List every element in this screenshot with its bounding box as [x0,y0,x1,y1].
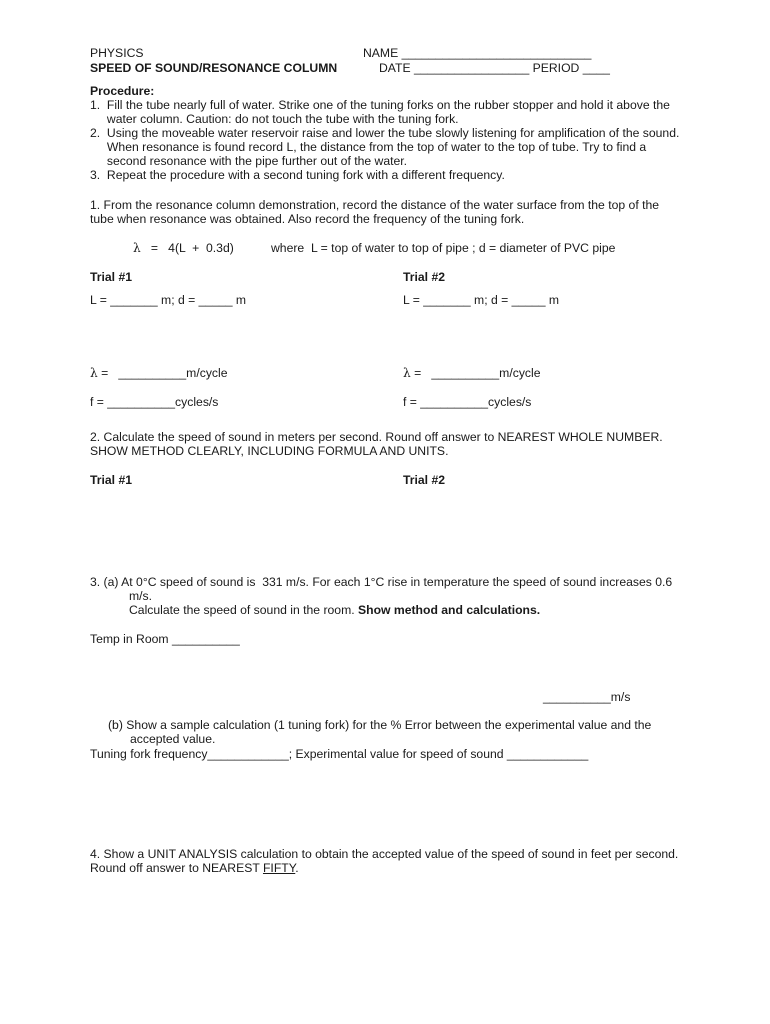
q3a-plain-text: Calculate the speed of sound in the room. [129,603,358,617]
procedure-heading: Procedure: [90,84,155,98]
name-blank: ____________________________ [401,46,592,60]
q1-trial2-label: Trial #2 [403,270,446,284]
q4-underlined-text: FIFTY [262,861,296,875]
procedure-line: When resonance is found record L, the distance from the top of water to the top of tube. Try to find a [90,140,647,154]
q1-trial2-wavelength [403,366,541,381]
procedure-line: second resonance with the pipe further out of the water. [90,154,408,168]
lambda-symbol: λ [90,366,98,380]
name-label: NAME [363,46,399,60]
name-field [363,46,591,61]
q4-plain-text: Round off answer to NEAREST [90,861,263,875]
q3b-instruction: accepted value. [130,732,216,746]
q2-trial2-label: Trial #2 [403,473,446,487]
q1-instruction: tube when resonance was obtained. Also record the frequency of the tuning fork. [90,212,525,226]
q3a-bold-text: Show method and calculations. [358,603,541,617]
date-blank: _________________ [414,61,530,75]
subject-label: PHYSICS [90,46,144,60]
formula-text: = 4(L + 0.3d) [150,241,234,255]
formula-where: where L = top of water to top of pipe ; d = diameter of PVC pipe [271,241,616,255]
q1-trial1-frequency: f = __________cycles/s [90,395,219,409]
q4-instruction [90,861,299,876]
procedure-line: 3. Repeat the procedure with a second tuning fork with a different frequency. [90,168,505,182]
room-temperature-field: Temp in Room __________ [90,632,240,646]
q4-instruction: 4. Show a UNIT ANALYSIS calculation to obtain the accepted value of the speed of sound in feet per second. [90,847,679,861]
q3a-instruction [129,603,540,618]
procedure-line: 1. Fill the tube nearly full of water. Strike one of the tuning forks on the rubber stopper and hold it above the [90,98,670,112]
q4-period: . [295,861,299,875]
q1-trial1-label: Trial #1 [90,270,133,284]
q1-trial1-wavelength [90,366,228,381]
worksheet-title: SPEED OF SOUND/RESONANCE COLUMN [90,61,338,75]
wavelength-blank: = __________m/cycle [101,366,228,380]
q3b-instruction: (b) Show a sample calculation (1 tuning fork) for the % Error between the experimental value and the [108,718,652,732]
speed-answer-blank: __________m/s [543,690,631,704]
period-label: PERIOD [532,61,580,75]
date-label: DATE [379,61,411,75]
q3b-fields: Tuning fork frequency____________; Experimental value for speed of sound ____________ [90,747,589,761]
q3a-instruction: m/s. [129,589,153,603]
procedure-line: water column. Caution: do not touch the tube with the tuning fork. [90,112,459,126]
lambda-symbol: λ [403,366,411,380]
q1-instruction: 1. From the resonance column demonstration, record the distance of the water surface from the top of the [90,198,660,212]
wavelength-formula [133,241,234,256]
date-period-field [379,61,610,76]
q1-trial2-length: L = _______ m; d = _____ m [403,293,560,307]
q2-instruction: SHOW METHOD CLEARLY, INCLUDING FORMULA AND UNITS. [90,444,449,458]
lambda-symbol: λ [133,241,141,255]
q3a-instruction: 3. (a) At 0°C speed of sound is 331 m/s. For each 1°C rise in temperature the speed of sound increases 0.6 [90,575,673,589]
period-blank: ____ [582,61,610,75]
procedure-line: 2. Using the moveable water reservoir raise and lower the tube slowly listening for amplification of the sound. [90,126,680,140]
q2-trial1-label: Trial #1 [90,473,133,487]
q1-trial1-length: L = _______ m; d = _____ m [90,293,247,307]
q2-instruction: 2. Calculate the speed of sound in meters per second. Round off answer to NEAREST WHOLE NUMBER. [90,430,663,444]
q1-trial2-frequency: f = __________cycles/s [403,395,532,409]
wavelength-blank: = __________m/cycle [414,366,541,380]
